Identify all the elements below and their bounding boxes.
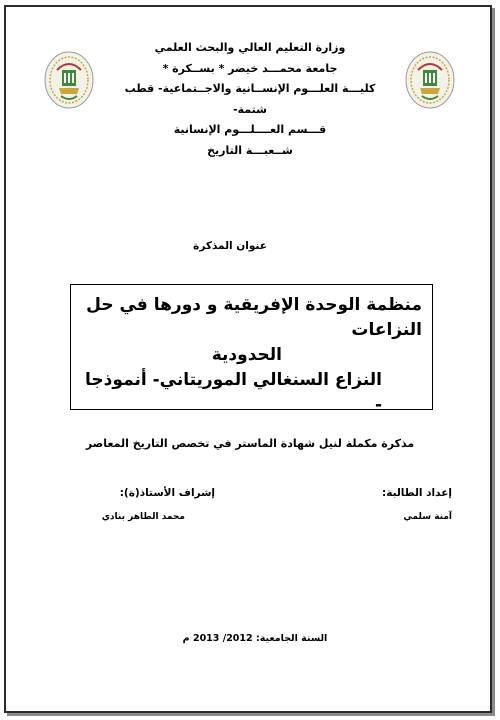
faculty-line: كليـــة العلـــوم الإنســانية والاجــتماعية- قطب شتمة- (124, 82, 376, 116)
supervisor-block (102, 484, 215, 526)
thesis-title-line-2: الحدودية (211, 345, 282, 365)
ministry-line: وزارة التعليم العالي والبحث العلمي (154, 41, 346, 54)
supervisor-name: محمد الطاهر بنادي (101, 512, 185, 522)
student-name: آمنة سلمي (403, 512, 452, 522)
student-label: إعداد الطالبة: (382, 487, 452, 499)
university-seal-right-icon (404, 50, 456, 110)
degree-statement: مذكرة مكملة لنيل شهادة الماستر في تخصص التاريخ المعاصر (85, 437, 415, 450)
thesis-title-line-1: منظمة الوحدة الإفريقية و دورها في حل النزاعات (86, 295, 422, 340)
university-line: جامعة محمـــد خيضر * بســكرة * (162, 61, 338, 75)
thesis-title-line-3: النزاع السنغالي الموريتاني- أنموذجا - (85, 370, 382, 415)
institution-header (120, 38, 380, 161)
supervisor-label: إشراف الأستاذ(ة): (119, 487, 215, 499)
student-block (382, 484, 452, 526)
memo-title-label: عنوان المذكرة (193, 240, 267, 252)
thesis-title-box (70, 284, 433, 415)
department-line: قـــسم العــــلـــوم الإنسانية (173, 123, 327, 136)
branch-line: شــعبـــة التاريخ (207, 143, 293, 157)
university-seal-left-icon (43, 50, 95, 110)
academic-year: السنة الجامعية: 2012/ 2013 م (182, 633, 328, 644)
